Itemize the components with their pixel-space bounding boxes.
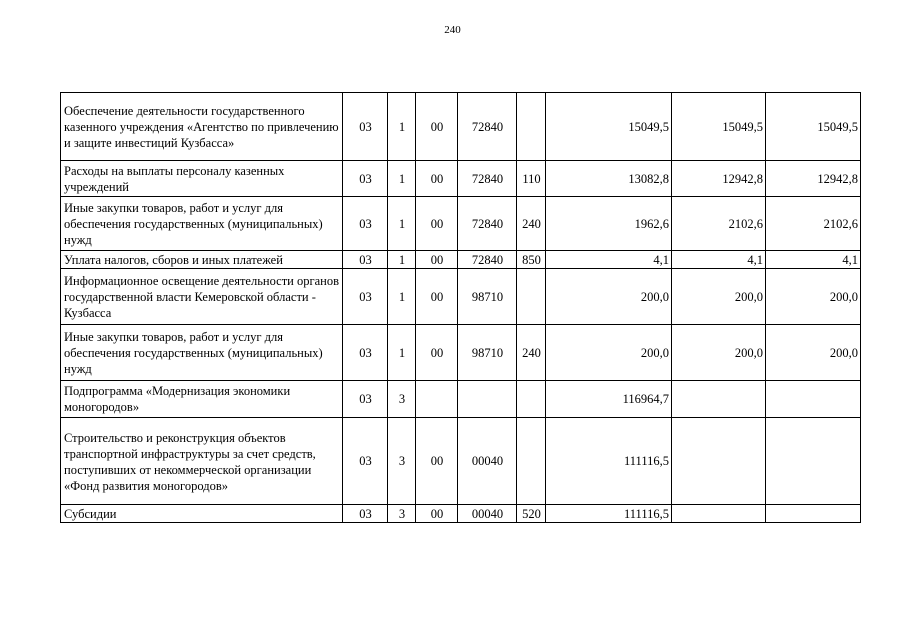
row-name: Иные закупки товаров, работ и услуг для обеспечения государственных (муниципальных) нужд <box>61 197 343 251</box>
row-section: 03 <box>343 93 388 161</box>
row-subsection: 1 <box>388 197 416 251</box>
row-expense-type: 520 <box>517 505 546 523</box>
row-target-code-part1: 00 <box>416 418 458 505</box>
row-amount-year2 <box>672 381 766 418</box>
row-amount-year1: 200,0 <box>546 269 672 325</box>
table-row <box>61 197 861 251</box>
row-amount-year1: 4,1 <box>546 251 672 269</box>
row-amount-year3: 200,0 <box>766 269 861 325</box>
row-expense-type <box>517 269 546 325</box>
table-row <box>61 93 861 161</box>
row-target-code-part2: 98710 <box>458 325 517 381</box>
row-target-code-part1: 00 <box>416 251 458 269</box>
row-subsection: 3 <box>388 505 416 523</box>
row-target-code-part2: 72840 <box>458 93 517 161</box>
row-amount-year2 <box>672 505 766 523</box>
row-section: 03 <box>343 505 388 523</box>
row-name: Иные закупки товаров, работ и услуг для обеспечения государственных (муниципальных) нужд <box>61 325 343 381</box>
row-amount-year3 <box>766 505 861 523</box>
row-amount-year3 <box>766 418 861 505</box>
row-target-code-part1: 00 <box>416 93 458 161</box>
row-amount-year3: 12942,8 <box>766 161 861 197</box>
table-row <box>61 269 861 325</box>
row-amount-year2: 4,1 <box>672 251 766 269</box>
row-name: Информационное освещение деятельности органов государственной власти Кемеровской области - Кузбасса <box>61 269 343 325</box>
row-expense-type <box>517 418 546 505</box>
row-amount-year2: 200,0 <box>672 325 766 381</box>
row-expense-type: 240 <box>517 325 546 381</box>
row-amount-year3: 2102,6 <box>766 197 861 251</box>
row-amount-year2: 200,0 <box>672 269 766 325</box>
row-name: Расходы на выплаты персоналу казенных учреждений <box>61 161 343 197</box>
row-section: 03 <box>343 251 388 269</box>
row-amount-year3: 4,1 <box>766 251 861 269</box>
row-amount-year3 <box>766 381 861 418</box>
table-row <box>61 161 861 197</box>
row-target-code-part1: 00 <box>416 325 458 381</box>
table-row <box>61 418 861 505</box>
row-name: Подпрограмма «Модернизация экономики моногородов» <box>61 381 343 418</box>
row-expense-type <box>517 93 546 161</box>
table-row <box>61 251 861 269</box>
row-expense-type: 110 <box>517 161 546 197</box>
row-target-code-part2: 72840 <box>458 161 517 197</box>
row-subsection: 1 <box>388 269 416 325</box>
row-target-code-part1: 00 <box>416 269 458 325</box>
row-amount-year2: 2102,6 <box>672 197 766 251</box>
row-amount-year2 <box>672 418 766 505</box>
table-row <box>61 505 861 523</box>
row-amount-year2: 12942,8 <box>672 161 766 197</box>
row-expense-type: 240 <box>517 197 546 251</box>
row-section: 03 <box>343 161 388 197</box>
row-target-code-part2: 00040 <box>458 505 517 523</box>
row-amount-year1: 116964,7 <box>546 381 672 418</box>
row-amount-year1: 1962,6 <box>546 197 672 251</box>
row-amount-year1: 15049,5 <box>546 93 672 161</box>
row-target-code-part1: 00 <box>416 161 458 197</box>
row-amount-year2: 15049,5 <box>672 93 766 161</box>
row-subsection: 1 <box>388 161 416 197</box>
row-amount-year3: 15049,5 <box>766 93 861 161</box>
row-name: Субсидии <box>61 505 343 523</box>
row-section: 03 <box>343 381 388 418</box>
row-name: Строительство и реконструкция объектов транспортной инфраструктуры за счет средств, поступивших от некоммерческой организации «Фонд развития моногородов» <box>61 418 343 505</box>
row-target-code-part2 <box>458 381 517 418</box>
row-section: 03 <box>343 418 388 505</box>
row-subsection: 3 <box>388 381 416 418</box>
row-section: 03 <box>343 325 388 381</box>
row-target-code-part2: 72840 <box>458 251 517 269</box>
row-name: Обеспечение деятельности государственного казенного учреждения «Агентство по привлечению и защите инвестиций Кузбасса» <box>61 93 343 161</box>
table-row <box>61 381 861 418</box>
row-target-code-part1: 00 <box>416 505 458 523</box>
row-section: 03 <box>343 269 388 325</box>
row-target-code-part2: 98710 <box>458 269 517 325</box>
budget-table <box>60 92 861 523</box>
row-amount-year1: 13082,8 <box>546 161 672 197</box>
row-amount-year3: 200,0 <box>766 325 861 381</box>
row-subsection: 1 <box>388 93 416 161</box>
row-name: Уплата налогов, сборов и иных платежей <box>61 251 343 269</box>
row-target-code-part2: 72840 <box>458 197 517 251</box>
row-target-code-part1: 00 <box>416 197 458 251</box>
page-number: 240 <box>444 24 461 36</box>
row-subsection: 1 <box>388 325 416 381</box>
row-subsection: 3 <box>388 418 416 505</box>
row-expense-type <box>517 381 546 418</box>
row-target-code-part2: 00040 <box>458 418 517 505</box>
table-row <box>61 325 861 381</box>
row-amount-year1: 111116,5 <box>546 418 672 505</box>
row-amount-year1: 111116,5 <box>546 505 672 523</box>
row-expense-type: 850 <box>517 251 546 269</box>
row-amount-year1: 200,0 <box>546 325 672 381</box>
row-target-code-part1 <box>416 381 458 418</box>
row-section: 03 <box>343 197 388 251</box>
row-subsection: 1 <box>388 251 416 269</box>
